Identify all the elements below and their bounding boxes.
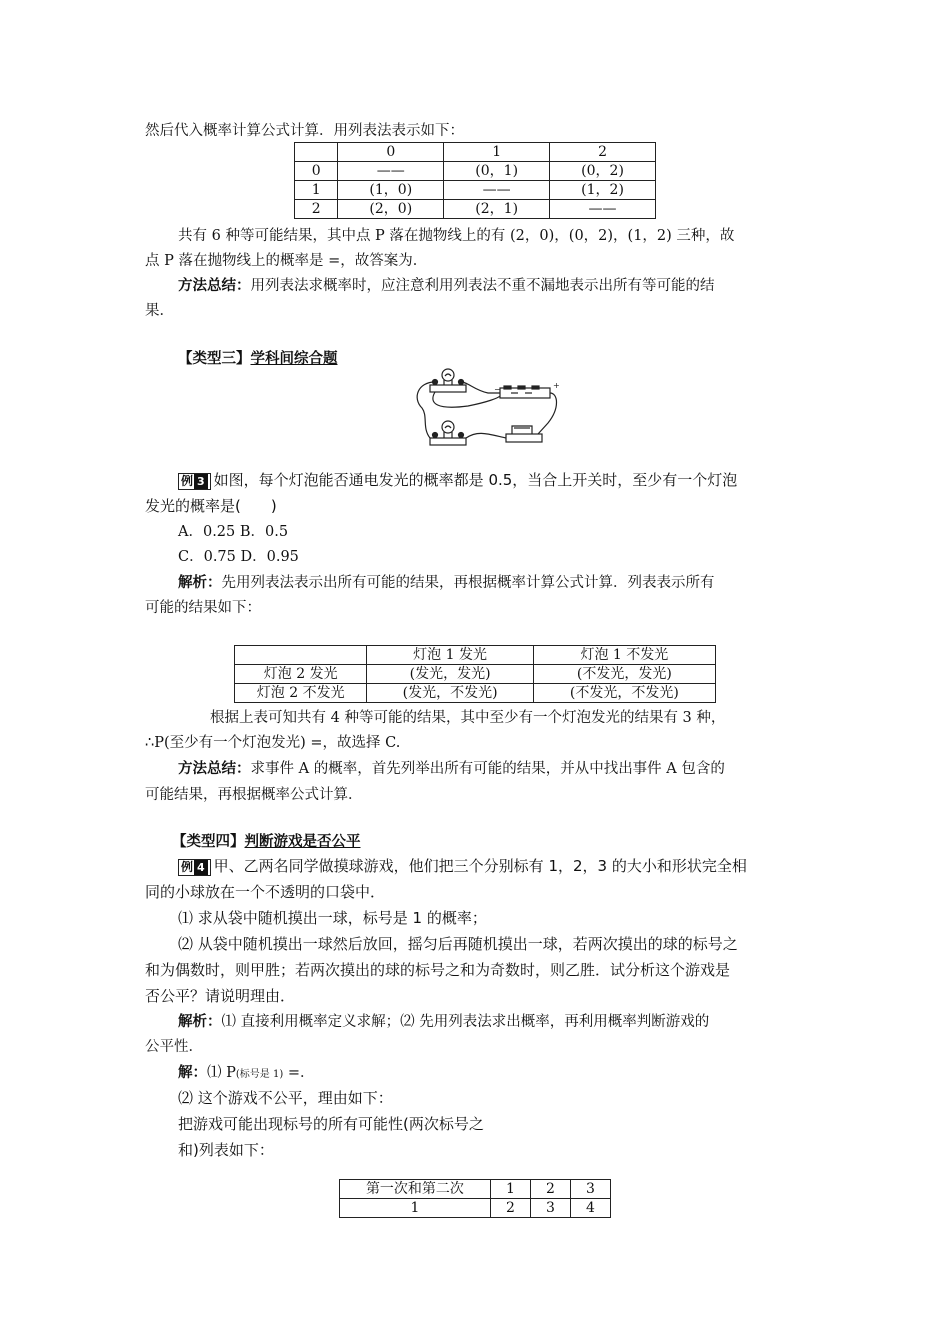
solution-subscript: (标号是 1) [235,1069,284,1080]
table-pairs [294,142,656,219]
analysis-label: 解析： [178,1014,222,1030]
analysis-label: 解析： [178,575,222,591]
paragraph-result-1: 共有 6 种等可能结果，其中点 P 落在抛物线上的有 (2，0)，(0，2)，(1，2) 三种，故 [178,228,735,244]
method-label: 方法总结： [178,278,251,294]
svg-text:+: + [553,381,560,390]
circuit-illustration [408,368,578,460]
question-2c: 否公平？请说明理由． [145,987,296,1005]
table-row [295,162,656,181]
method-text: 求事件 A 的概率，首先列举出所有可能的结果，并从中找出事件 A 包含的 [250,761,725,777]
type4-title: 判断游戏是否公平 [244,834,361,850]
table-header-cell: 灯泡 1 发光 [367,646,533,665]
table-row [340,1180,611,1199]
table-bulbs [234,645,716,703]
question-2a: ⑵ 从袋中随机摸出一球然后放回，摇匀后再随机摸出一球，若两次摸出的球的标号之 [178,935,738,953]
table-cell: (0，1) [444,162,550,181]
solution-3: 把游戏可能出现标号的所有可能性(两次标号之 [178,1115,484,1133]
table-cell: (0，2) [550,162,656,181]
paragraph-bulbs-2: ∴P(至少有一个灯泡发光) =，故选择 C. [145,735,401,751]
table-row [235,665,716,684]
paragraph-bulbs-1: 根据上表可知共有 4 种等可能的结果，其中至少有一个灯泡发光的结果有 3 种， [210,710,726,726]
table-header-cell: 第一次和第二次 [340,1180,491,1199]
example3-text: 如图，每个灯泡能否通电发光的概率都是 0.5，当合上开关时，至少有一个灯泡 [213,471,738,489]
example3-line1 [178,470,737,490]
table-cell: (不发光，不发光) [533,684,715,703]
example3-line2: 发光的概率是( ) [145,497,277,515]
svg-text:−: − [494,385,501,394]
table-cell: 0 [295,162,338,181]
question-2b: 和为偶数时，则甲胜；若两次摸出的球的标号之和为奇数时，则乙胜．试分析这个游戏是 [145,961,731,979]
table-row [235,684,716,703]
type4-heading [172,832,361,852]
table-cell: (2，1) [444,200,550,219]
example-badge-label: 例 [181,474,194,488]
analysis-text: ⑴ 直接利用概率定义求解；⑵ 先用列表法求出概率，再利用概率判断游戏的 [221,1014,710,1030]
analysis-text: 先用列表法表示出所有可能的结果，再根据概率计算公式计算．列表表示所有 [221,575,715,591]
table-cell: 灯泡 2 发光 [235,665,367,684]
method-text: 用列表法求概率时，应注意利用列表法不重不漏地表示出所有等可能的结 [250,278,715,294]
example4-line2: 同的小球放在一个不透明的口袋中． [145,883,386,901]
type3-heading [178,349,338,369]
method-label: 方法总结： [178,761,251,777]
method-summary-1 [178,276,715,296]
table-sums [339,1179,611,1218]
table-cell: 1 [295,181,338,200]
table-cell: 2 [295,200,338,219]
table-cell: (发光，不发光) [367,684,533,703]
table-header-cell [295,143,338,162]
type4-bracket: 【类型四】 [172,834,245,850]
solution-2: ⑵ 这个游戏不公平，理由如下： [178,1089,393,1107]
table-cell: (不发光，发光) [533,665,715,684]
solution-text: ⑴ P [207,1065,236,1081]
table-cell: —— [338,162,444,181]
table-cell: (2，0) [338,200,444,219]
table-header-cell [235,646,367,665]
paragraph-result-2: 点 P 落在抛物线上的概率是 =，故答案为． [145,253,428,269]
table-cell: 2 [490,1199,530,1218]
table-header-cell: 1 [490,1180,530,1199]
question-1: ⑴ 求从袋中随机摸出一球，标号是 1 的概率； [178,909,487,927]
table-cell: 3 [530,1199,570,1218]
solution-1 [178,1063,314,1085]
example-badge [178,473,211,490]
solution-label: 解： [178,1065,207,1081]
table-cell: —— [550,200,656,219]
table-row [235,646,716,665]
solution-text-end: =． [283,1065,315,1081]
type3-bracket: 【类型三】 [178,351,251,367]
analysis-3-line2: 可能的结果如下： [145,600,261,616]
table-cell: (1，2) [550,181,656,200]
table-cell: 灯泡 2 不发光 [235,684,367,703]
table-header-cell: 2 [550,143,656,162]
example-number: 4 [194,860,208,875]
method-summary-1b: 果． [145,303,174,319]
example-number: 3 [194,474,208,489]
table-header-cell: 1 [444,143,550,162]
table-header-cell: 2 [530,1180,570,1199]
table-row [340,1199,611,1218]
table-header-cell: 0 [338,143,444,162]
analysis-3-line1 [178,573,715,593]
option-ab: A．0.25 B．0.5 [178,524,289,540]
solution-4: 和)列表如下： [178,1141,274,1159]
table-row [295,200,656,219]
analysis-4-line1 [178,1012,709,1032]
option-cd: C．0.75 D．0.95 [178,549,299,565]
table-row [295,143,656,162]
example-badge [178,859,211,876]
method-summary-2 [178,759,725,779]
table-cell: 4 [570,1199,610,1218]
analysis-4-line2: 公平性． [145,1039,203,1055]
example4-line1 [178,856,747,876]
table-cell: (发光，发光) [367,665,533,684]
example-badge-label: 例 [181,860,194,874]
table-row [295,181,656,200]
example4-text: 甲、乙两名同学做摸球游戏，他们把三个分别标有 1，2，3 的大小和形状完全相 [213,857,747,875]
table-header-cell: 灯泡 1 不发光 [533,646,715,665]
table-header-cell: 3 [570,1180,610,1199]
method-summary-2b: 可能结果，再根据概率公式计算． [145,787,363,803]
paragraph-intro: 然后代入概率计算公式计算．用列表法表示如下： [145,123,464,139]
table-cell: (1，0) [338,181,444,200]
type3-title: 学科间综合题 [250,351,338,367]
table-cell: —— [444,181,550,200]
table-cell: 1 [340,1199,491,1218]
